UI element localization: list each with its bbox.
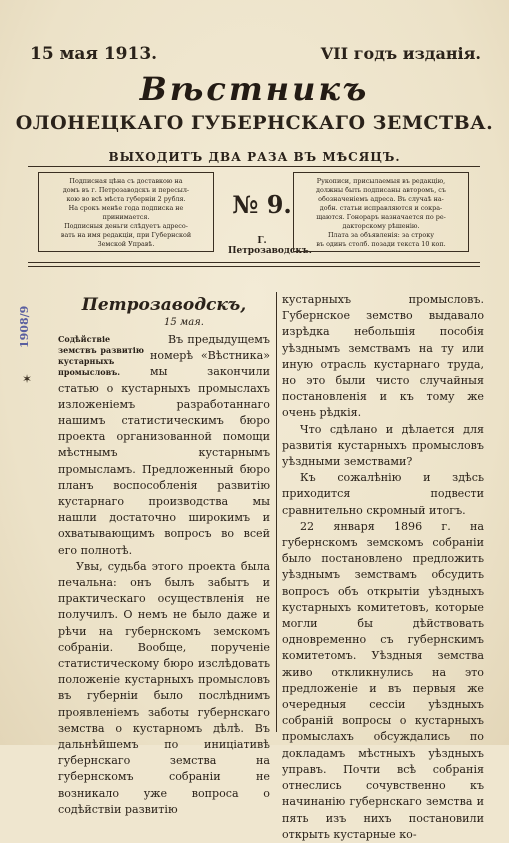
subscription-line: Подписныя деньги слѣдуетъ адресо- (64, 222, 188, 230)
masthead-title: Вѣстникъ (139, 70, 370, 108)
subscription-line: На срокъ менѣе года подписка не (68, 204, 184, 212)
manuscripts-line: Рукописи, присылаемыя въ редакцію, (316, 177, 446, 185)
subscription-line: принимается. (102, 213, 150, 221)
manuscripts-line: въ одинъ столб. позади текста 10 коп. (316, 240, 446, 248)
subscription-box (38, 172, 214, 252)
masthead-subtitle: ОЛОНЕЦКАГО ГУБЕРНСКАГО ЗЕМСТВА. (15, 112, 494, 134)
issue-city: Г. Петрозаводскъ. (228, 236, 312, 256)
manuscripts-line: Плата за объявленія: за строку (327, 231, 435, 239)
column-divider (276, 292, 277, 732)
article-paragraph: 22 января 1896 г. на губернскомъ земскомъ собраніи было постановлено предложить уѣзднымъ земствамъ обсудить вопросъ объ открытіи уѣздныхъ кустарныхъ комитетовъ, которые могли бы дѣйствовать одновременно съ губернскимъ комитетомъ. Уѣздныя земства живо откликнулись на это предложеніе и въ первыя же очередныя сессіи уѣздныхъ собраній вопросы о кустарныхъ промыслахъ обсуждались по докладамъ мѣстныхъ уѣздныхъ управъ. Почти всѣ собранія отнеслись сочувственно къ начинанію губернскаго земства и пять изъ нихъ постановили открыть кустарные ко- (282, 519, 484, 841)
article-paragraph: Къ сожалѣнію и здѣсь приходится подвести сравнительно скромный итогъ. (282, 471, 484, 517)
left-column (58, 292, 270, 818)
article-dateline: 15 мая. (164, 317, 204, 328)
issue-date: 15 мая 1913. (30, 44, 158, 64)
subscription-line: вать на имя редакціи, при Губернской (60, 231, 192, 239)
article-paragraph: Что сдѣлано и дѣлается для развитія кустарныхъ промысловъ уѣздными земствами? (282, 422, 484, 469)
manuscripts-line: щаются. Гонораръ назначается по ре- (316, 213, 446, 221)
manuscripts-line: дакторскому рѣшенію. (342, 222, 420, 230)
subscription-line: домъ въ г. Петрозаводскъ и пересыл- (62, 186, 190, 194)
manuscripts-line: добн. статьи исправляются и сокра- (319, 204, 443, 212)
header-rule-bottom-double (28, 266, 480, 267)
margin-mark-icon: ✶ (22, 372, 33, 386)
manuscripts-box (293, 172, 469, 252)
article-paragraph: Увы, судьба этого проекта была печальна: онъ былъ забытъ и практическаго осуществленія не получилъ. О немъ не было даже и рѣчи на губернскомъ земскомъ собраніи. Вообще, порученіе статистическому бюро изслѣдовать положеніе кустарныхъ промысловъ въ губерніи было послѣднимъ проявленіемъ заботы губернскаго земства о кустарномъ дѣлѣ. Въ дальнѣйшемъ по иниціативѣ губернскаго земства на губернскомъ собраніи не возникало уже вопроса о содѣйствіи развитію (58, 559, 270, 816)
library-stamp: 1908/9 (18, 305, 31, 348)
right-column (282, 292, 484, 843)
manuscripts-line: должны быть подписаны авторомъ, съ (316, 186, 446, 194)
header-rule-top (28, 166, 480, 167)
subscription-line: кою во всѣ мѣста губерніи 2 рубля. (66, 195, 186, 203)
issue-number: № 9. (232, 190, 292, 219)
edition-year: VII годъ изданія. (320, 44, 481, 63)
article-heading: Петрозаводскъ, (81, 295, 247, 315)
manuscripts-line: обозначеніемъ адреса. Въ случаѣ на- (318, 195, 444, 203)
header-rule-bottom (28, 262, 480, 263)
article-paragraph: кустарныхъ промысловъ. Губернское земство выдавало изрѣдка небольшія пособія уѣзднымъ земствамъ на ту или иную отрасль кустарнаго труда, но это были чисто случайныя постановленія и къ тому же очень рѣдкія. (282, 293, 484, 420)
masthead-frequency: ВЫХОДИТЪ ДВА РАЗА ВЪ МѢСЯЦЪ. (108, 150, 401, 164)
article-paragraph: Въ предыдущемъ номерѣ «Вѣстника» мы закончили статью о кустарныхъ промыслахъ изложеніемъ разработаннаго нашимъ статистическимъ бюро проекта организованной помощи мѣстнымъ кустарнымъ промысламъ. Предложенный бюро планъ воспособленія развитію кустарнаго производства мы нашли достаточно широкимъ и охватывающимъ вопросъ во всей его полнотѣ. (58, 333, 270, 557)
article-sidenote: Содѣйствіе земствъ развитію кустарныхъ промысловъ. (58, 334, 144, 377)
subscription-line: Подписная цѣна съ доставкою на (69, 177, 183, 185)
subscription-line: Земской Управѣ. (97, 240, 155, 248)
